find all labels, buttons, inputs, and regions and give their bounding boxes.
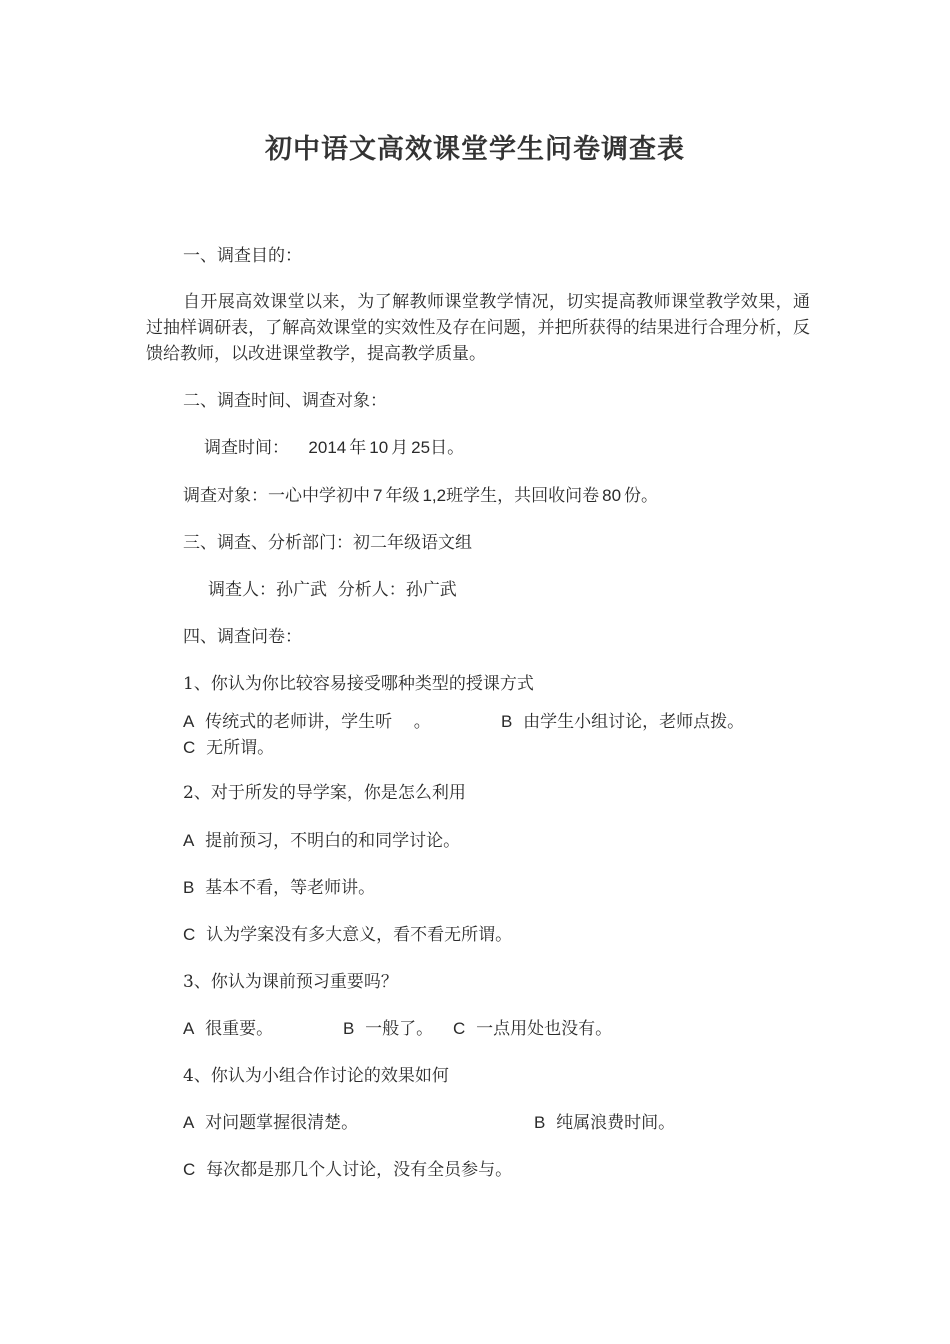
question-4: 4、你认为小组合作讨论的效果如何 [183,1066,449,1086]
q1-option-b-text: 由学生小组讨论，老师点拨。 [523,712,745,732]
q3-option-c-text: 一点用处也没有。 [476,1019,613,1039]
question-1: 1、你认为你比较容易接受哪种类型的授课方式 [183,674,534,694]
q4-option-c-letter: C [183,1160,196,1179]
survey-target-suffix: 份。 [624,486,659,506]
survey-target-prefix: 调查对象：一心中学初中 [183,486,370,506]
survey-time-label: 调查时间： [204,438,289,458]
q1-option-c-letter: C [183,738,196,757]
q2-option-b-text: 基本不看，等老师讲。 [205,878,376,898]
survey-target-grade-unit: 年级 [385,486,420,506]
q2-option-c [183,922,512,948]
q3-option-b-text: 一般了。 [365,1019,434,1039]
q3-option-c-letter: C [453,1019,466,1038]
q4-option-b-letter: B [534,1113,546,1132]
q1-option-b-letter: B [501,712,513,731]
survey-time-year-unit: 年 [349,438,367,458]
q1-option-a [183,709,431,735]
survey-target-grade: 7 [373,486,383,505]
q3-option-a [183,1016,273,1042]
q3-option-a-text: 很重要。 [205,1019,274,1039]
survey-target-line [183,483,658,509]
q4-option-b [534,1110,675,1136]
q3-option-a-letter: A [183,1019,195,1038]
q1-option-a-letter: A [183,712,195,731]
question-2: 2、对于所发的导学案，你是怎么利用 [183,783,466,803]
section-1-heading: 一、调查目的： [183,246,302,266]
q2-option-c-letter: C [183,925,196,944]
survey-time-day: 25 [411,438,431,457]
q2-option-c-text: 认为学案没有多大意义，看不看无所谓。 [206,925,513,945]
section-3-heading: 三、调查、分析部门：初二年级语文组 [183,533,472,553]
q3-option-c [453,1016,612,1042]
section-1-paragraph: 自开展高效课堂以来，为了解教师课堂教学情况，切实提高教师课堂教学效果，通过抽样调研表，了解高效课堂的实效性及存在问题，并把所获得的结果进行合理分析，反馈给教师，以改进课堂教学，提高教学质量。 [146,292,810,364]
q1-option-a-text: 传统式的老师讲，学生听 。 [205,712,431,732]
survey-time-month-unit: 月 [391,438,409,458]
q2-option-a [183,828,460,854]
q4-option-b-text: 纯属浪费时间。 [556,1113,676,1133]
q2-option-b [183,875,375,901]
section-4-heading: 四、调查问卷： [183,627,302,647]
q4-option-c [183,1157,512,1183]
survey-target-classes: 1,2 [422,486,447,505]
q1-option-b [501,709,744,735]
q3-option-b-letter: B [343,1019,355,1038]
survey-people: 调查人：孙广武 分析人：孙广武 [208,580,457,600]
q3-option-b [343,1016,433,1042]
survey-time-day-unit: 日。 [430,438,465,458]
survey-time-year: 2014 [308,438,347,457]
q2-option-a-letter: A [183,831,195,850]
q1-option-c [183,735,274,761]
document-title: 初中语文高效课堂学生问卷调查表 [265,134,685,165]
survey-time-month: 10 [369,438,389,457]
section-2-heading: 二、调查时间、调查对象： [183,391,387,411]
q2-option-a-text: 提前预习，不明白的和同学讨论。 [205,831,461,851]
q4-option-a-letter: A [183,1113,195,1132]
q2-option-b-letter: B [183,878,195,897]
q4-option-a [183,1110,358,1136]
q1-option-c-text: 无所谓。 [206,738,275,758]
survey-time-line [204,435,464,461]
q4-option-a-text: 对问题掌握很清楚。 [205,1113,359,1133]
q4-option-c-text: 每次都是那几个人讨论，没有全员参与。 [206,1160,513,1180]
question-3: 3、你认为课前预习重要吗？ [183,972,398,992]
survey-target-count: 80 [602,486,622,505]
survey-target-middle: 班学生，共回收问卷 [446,486,600,506]
